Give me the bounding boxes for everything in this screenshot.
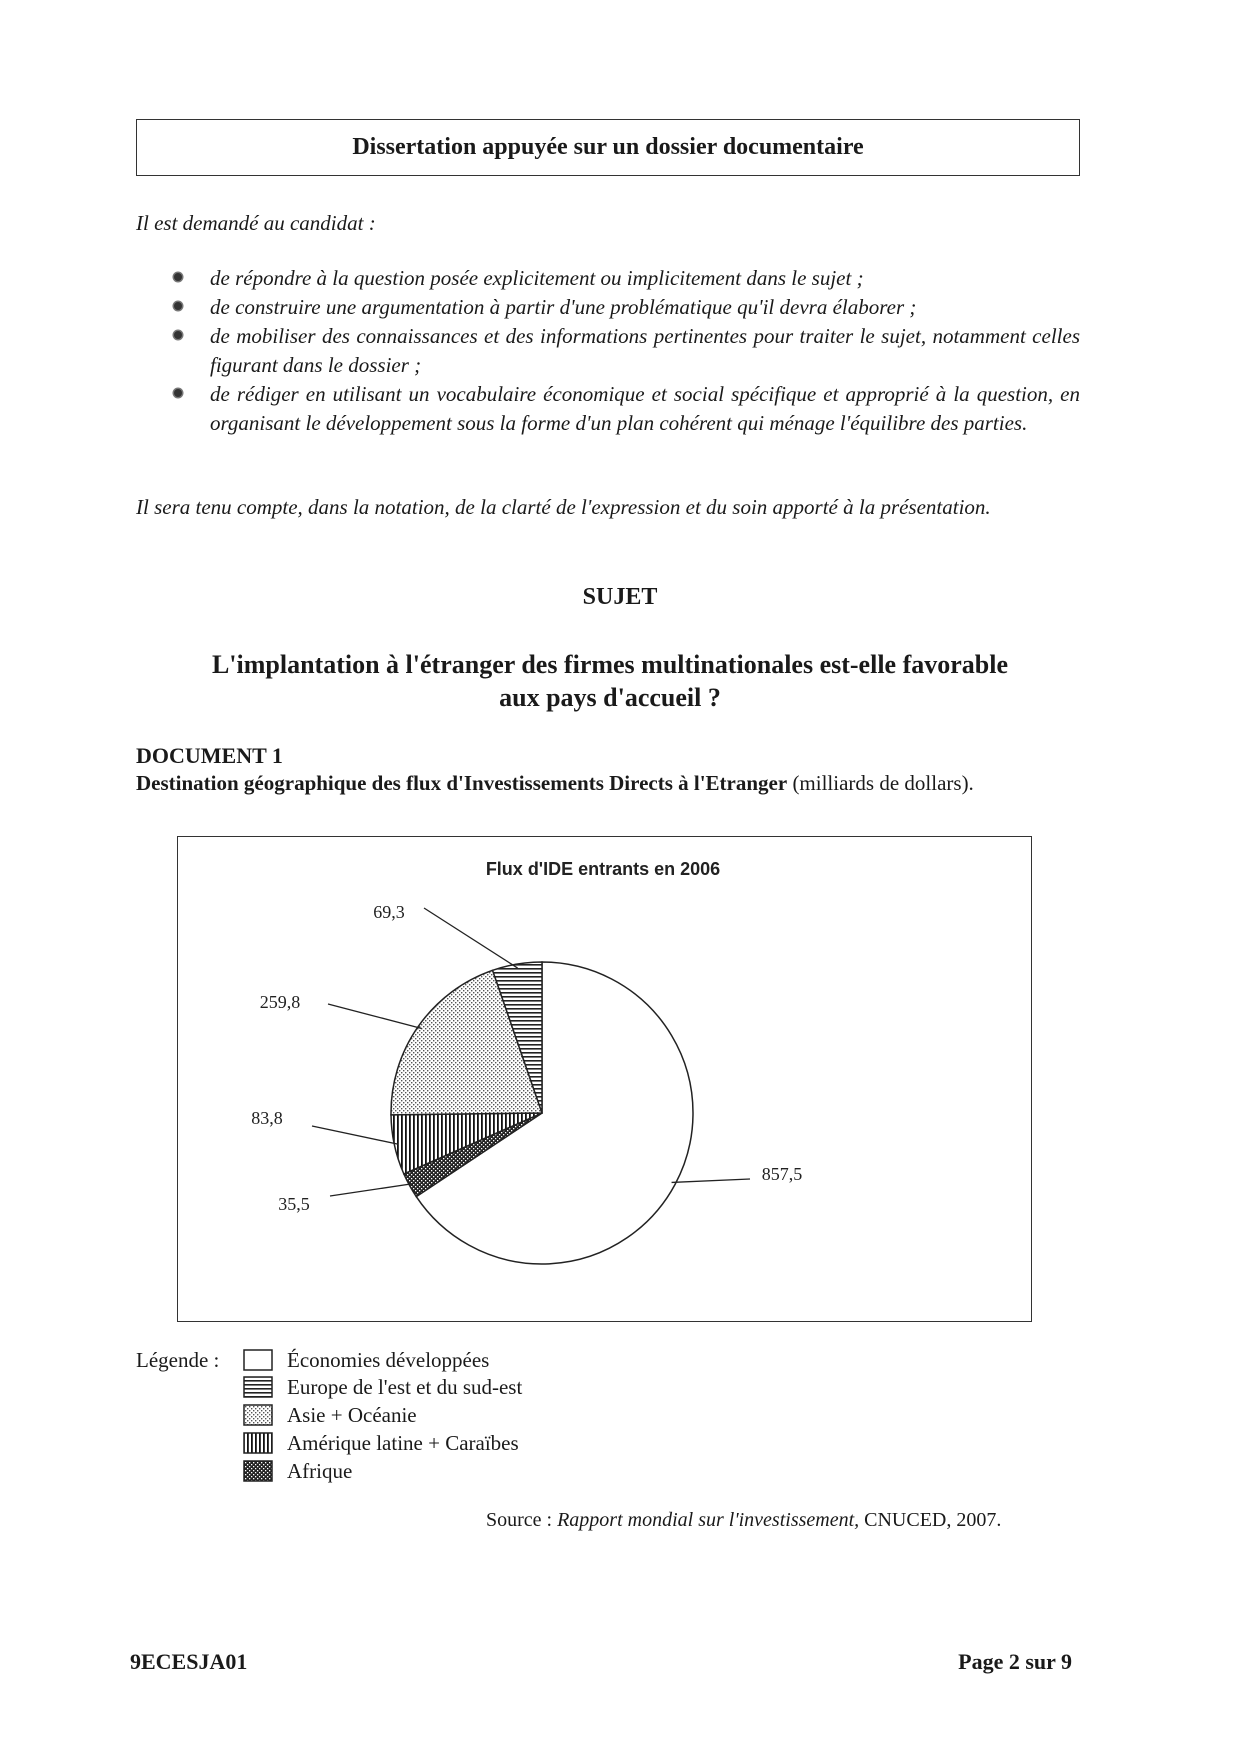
sujet-title-line2: aux pays d'accueil ? [499,683,721,712]
pie-slices [391,962,693,1264]
legend-swatch-icon [243,1349,273,1371]
source-citation: Source : Rapport mondial sur l'investissement, CNUCED, 2007. [486,1509,1002,1531]
leader-line [328,1004,422,1029]
document-caption [136,771,974,796]
bullet-icon [174,302,182,310]
page-number: Page 2 sur 9 [958,1649,1072,1674]
pie-data-label: 69,3 [373,902,405,922]
header-title: Dissertation appuyée sur un dossier documentaire [352,134,864,160]
leader-line [312,1126,398,1144]
legend-item: Europe de l'est et du sud-est [243,1374,522,1400]
pie-data-label: 83,8 [251,1108,283,1128]
leader-line [672,1179,750,1182]
pie-data-label: 35,5 [278,1194,310,1214]
sujet-title-line1: L'implantation à l'étranger des firmes multinationales est-elle favorable [211,650,1009,679]
bullet-icon [174,331,182,339]
note-text: Il sera tenu compte, dans la notation, de la clarté de l'expression et du soin apporté à la présentation. [136,495,991,519]
leader-line [330,1184,413,1196]
pie-data-label: 259,8 [259,992,301,1012]
list-item: de répondre à la question posée explicitement ou implicitement dans le sujet ; [168,264,1080,293]
instruction-list [168,264,1080,438]
list-item: de rédiger en utilisant un vocabulaire économique et social spécifique et approprié à la question, en organisant le développement sous la forme d'un plan cohérent qui ménage l'équilibre des parties. [168,380,1080,438]
legend-swatch-icon [243,1432,273,1454]
legend-item: Afrique [243,1458,352,1484]
legend-swatch-icon [243,1404,273,1426]
legend-item: Asie + Océanie [243,1402,417,1428]
sujet-title [140,648,1080,714]
footer-code: 9ECESJA01 [130,1649,248,1674]
chart-title: Flux d'IDE entrants en 2006 [485,859,721,879]
pie-data-label: 857,5 [761,1164,803,1184]
legend-item: Économies développées [243,1347,489,1373]
caption-bold: Destination géographique des flux d'Investissements Directs à l'Etranger [136,771,788,795]
list-item: de mobiliser des connaissances et des informations pertinentes pour traiter le sujet, notamment celles figurant dans le dossier ; [168,322,1080,380]
legend-title: Légende : [136,1348,220,1372]
legend-swatch-icon [243,1460,273,1482]
sujet-label: SUJET [582,584,658,610]
bullet-icon [174,389,182,397]
document-label: DOCUMENT 1 [136,743,283,768]
legend-swatch-icon [243,1376,273,1398]
list-item: de construire une argumentation à partir d'une problématique qu'il devra élaborer ; [168,293,1080,322]
bullet-icon [174,273,182,281]
intro-text: Il est demandé au candidat : [136,211,376,235]
legend-item: Amérique latine + Caraïbes [243,1430,519,1456]
pie-chart [177,836,1032,1322]
header-box [136,119,1080,176]
caption-rest: (milliards de dollars). [792,771,974,795]
leader-line [424,908,518,968]
